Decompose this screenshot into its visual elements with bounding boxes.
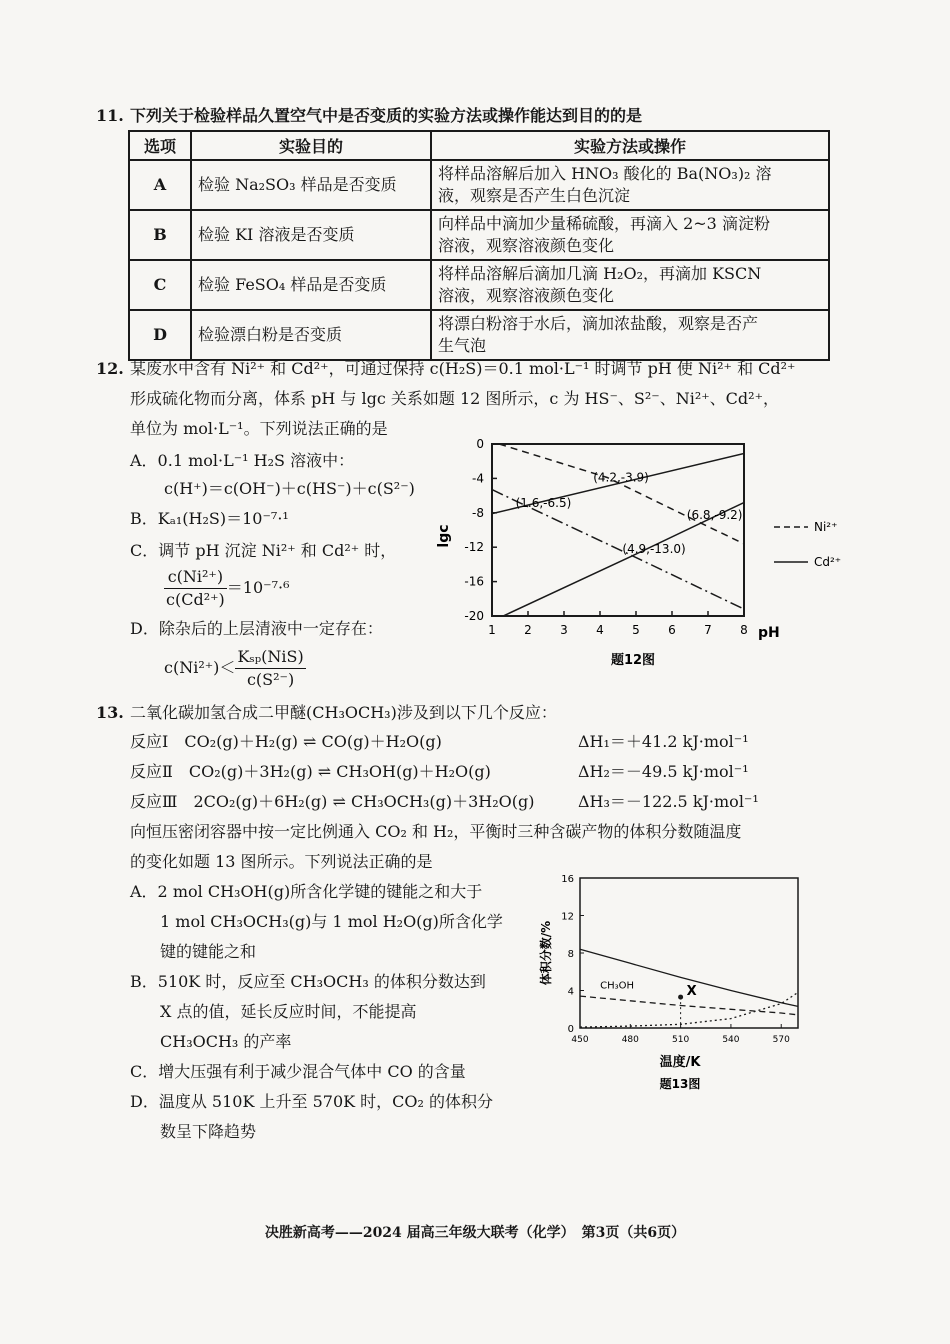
x-tick-label: 510: [672, 1035, 690, 1045]
x-tick-label: 480: [621, 1035, 639, 1045]
reaction-3-enthalpy: ΔH₃＝－122.5 kJ·mol⁻¹: [578, 792, 759, 811]
q11-table-header: [129, 131, 829, 160]
q13-option-a-line2: 1 mol CH₃OCH₃(g)与 1 mol H₂O(g)所含化学: [160, 912, 503, 931]
table-row: [129, 160, 829, 210]
q13-option-b-line2: X 点的值，延长反应时间，不能提高: [160, 1002, 417, 1021]
q13-stem2-line2: 的变化如题 13 图所示。下列说法正确的是: [130, 852, 433, 871]
row-option: C: [129, 260, 191, 310]
q11-number: 11.: [96, 106, 124, 125]
x-point-marker: [678, 995, 683, 1000]
x-tick-label: 7: [704, 623, 712, 637]
header-method: 实验方法或操作: [431, 131, 829, 160]
row-option: B: [129, 210, 191, 260]
y-tick-label: 0: [476, 437, 484, 451]
q13-stem: 二氧化碳加氢合成二甲醚(CH₃OCH₃)涉及到以下几个反应：: [130, 703, 557, 722]
y-tick-label: 8: [567, 949, 574, 960]
row-purpose: 检验漂白粉是否变质: [191, 310, 431, 360]
q13-number: 13.: [96, 703, 124, 722]
x-point-label: X: [686, 984, 697, 1000]
reaction-2: 反应Ⅱ CO₂(g)＋3H₂(g) ⇌ CH₃OH(g)＋H₂O(g): [130, 762, 491, 781]
q12-option-d-line1: D．除杂后的上层清液中一定存在：: [130, 619, 383, 638]
y-tick-label: -8: [472, 505, 484, 520]
q11-stem: 下列关于检验样品久置空气中是否变质的实验方法或操作能达到目的的是: [130, 106, 643, 125]
row-option: A: [129, 160, 191, 210]
y-tick-label: -12: [464, 540, 484, 555]
table-row: [129, 310, 829, 360]
intersection-label: (6.8,-9.2): [686, 508, 743, 523]
table-row: [129, 260, 829, 310]
reaction-1-enthalpy: ΔH₁＝＋41.2 kJ·mol⁻¹: [578, 732, 749, 751]
y-tick-label: 16: [561, 874, 574, 885]
ratio-fraction: $\frac{\text{c(Ni²⁺)}}{\text{c(Cd²⁺)}}$: [166, 567, 225, 609]
q12-number: 12.: [96, 359, 124, 378]
intersection-label: (1.6,-6.5): [515, 495, 572, 510]
q13-option-b-line3: CH₃OCH₃ 的产率: [160, 1032, 292, 1051]
intersection-label: (4.9,-13.0): [622, 541, 686, 556]
y-tick-label: 4: [567, 986, 574, 998]
reaction-3: 反应Ⅲ 2CO₂(g)＋6H₂(g) ⇌ CH₃OCH₃(g)＋3H₂O(g): [130, 792, 535, 811]
x-tick-label: 6: [668, 623, 676, 637]
q12-option-d-formula: [164, 646, 306, 691]
row-method: 将样品溶解后加入 HNO₃ 酸化的 Ba(NO₃)₂ 溶 液，观察是否产生白色沉淀: [431, 160, 829, 210]
y-tick-label: 12: [561, 911, 574, 923]
row-method: 向样品中滴加少量稀硫酸，再滴入 2~3 滴淀粉 溶液，观察溶液颜色变化: [431, 210, 829, 260]
row-method: 将漂白粉溶于水后，滴加浓盐酸，观察是否产 生气泡: [431, 310, 829, 360]
row-option: D: [129, 310, 191, 360]
ni-concentration: c(Ni²⁺)＜: [164, 658, 236, 677]
ratio-value: ＝10⁻⁷·⁶: [226, 578, 290, 597]
row-purpose: 检验 Na₂SO₃ 样品是否变质: [191, 160, 431, 210]
x-axis-label: 温度/K: [659, 1055, 701, 1070]
ch3oh-curve-label: CH₃OH: [600, 980, 635, 992]
q12-stem-line3: 单位为 mol·L⁻¹。下列说法正确的是: [130, 419, 388, 438]
q12-option-b: B．Kₐ₁(H₂S)＝10⁻⁷·¹: [130, 509, 289, 528]
q13-option-c: C．增大压强有利于减少混合气体中 CO 的含量: [130, 1062, 466, 1081]
series-ni-line: [499, 444, 744, 544]
row-purpose: 检验 FeSO₄ 样品是否变质: [191, 260, 431, 310]
ksp-fraction: $\frac{\text{Kₛₚ(NiS)}}{\text{c(S²⁻)}}$: [237, 647, 304, 689]
x-tick-label: 540: [722, 1035, 740, 1045]
q12-option-c-line1: C．调节 pH 沉淀 Ni²⁺ 和 Cd²⁺ 时，: [130, 541, 397, 560]
figure-13-caption: 题13图: [659, 1077, 701, 1091]
figure-12-caption: 题12图: [610, 653, 656, 668]
table-row: [129, 210, 829, 260]
row-method: 将样品溶解后滴加几滴 H₂O₂，再滴加 KSCN 溶液，观察溶液颜色变化: [431, 260, 829, 310]
x-tick-label: 3: [560, 623, 568, 637]
q13-option-d-line2: 数呈下降趋势: [160, 1122, 257, 1141]
plot-frame: [580, 878, 798, 1028]
reaction-1: 反应Ⅰ CO₂(g)＋H₂(g) ⇌ CO(g)＋H₂O(g): [130, 732, 442, 751]
q12-option-a-line2: c(H⁺)＝c(OH⁻)＋c(HS⁻)＋c(S²⁻): [164, 479, 415, 498]
x-tick-label: 5: [632, 623, 640, 637]
q13-stem2-line1: 向恒压密闭容器中按一定比例通入 CO₂ 和 H₂，平衡时三种含碳产物的体积分数随温度: [130, 822, 742, 841]
legend-ni-label: Ni²⁺: [814, 520, 838, 534]
y-tick-label: -4: [472, 471, 484, 486]
q13-option-a-line3: 键的键能之和: [160, 942, 257, 961]
header-purpose: 实验目的: [191, 131, 431, 160]
figure-12-chart: [430, 432, 850, 682]
y-axis-label: lgc: [436, 524, 452, 548]
reaction-2-enthalpy: ΔH₂＝－49.5 kJ·mol⁻¹: [578, 762, 749, 781]
x-tick-label: 1: [488, 623, 496, 637]
x-tick-label: 8: [740, 623, 748, 637]
x-tick-label: 450: [571, 1035, 589, 1045]
q13-option-a-line1: A．2 mol CH₃OH(g)所含化学键的键能之和大于: [130, 882, 483, 901]
q13-option-b-line1: B．510K 时，反应至 CH₃OCH₃ 的体积分数达到: [130, 972, 486, 991]
y-tick-label: -16: [464, 574, 484, 589]
intersection-label: (4.2,-3.9): [593, 470, 649, 485]
q12-stem-line1: 某废水中含有 Ni²⁺ 和 Cd²⁺，可通过保持 c(H₂S)＝0.1 mol·L⁻¹ 时调节 pH 使 Ni²⁺ 和 Cd²⁺: [130, 359, 796, 378]
legend-cd-label: Cd²⁺: [814, 555, 842, 569]
figure-13-chart: [530, 866, 820, 1098]
x-tick-label: 2: [524, 623, 532, 637]
y-axis-label: 体积分数/%: [539, 920, 553, 986]
page-footer: 决胜新高考——2024 届高三年级大联考（化学） 第3页（共6页）: [264, 1225, 686, 1241]
row-purpose: 检验 KI 溶液是否变质: [191, 210, 431, 260]
x-axis-label: pH: [758, 625, 780, 641]
q13-option-d-line1: D．温度从 510K 上升至 570K 时，CO₂ 的体积分: [130, 1092, 494, 1111]
q12-stem-line2: 形成硫化物而分离，体系 pH 与 lgc 关系如题 12 图所示，c 为 HS⁻、S²⁻、Ni²⁺、Cd²⁺，: [130, 389, 780, 408]
q12-option-a-line1: A．0.1 mol·L⁻¹ H₂S 溶液中：: [130, 451, 355, 470]
x-tick-label: 4: [596, 623, 604, 637]
header-option: 选项: [129, 131, 191, 160]
y-tick-label: -20: [464, 609, 484, 623]
q12-option-c-formula: [164, 566, 290, 611]
y-tick-label: 0: [567, 1024, 574, 1035]
x-tick-label: 570: [772, 1035, 790, 1045]
q11-table: [128, 130, 830, 361]
